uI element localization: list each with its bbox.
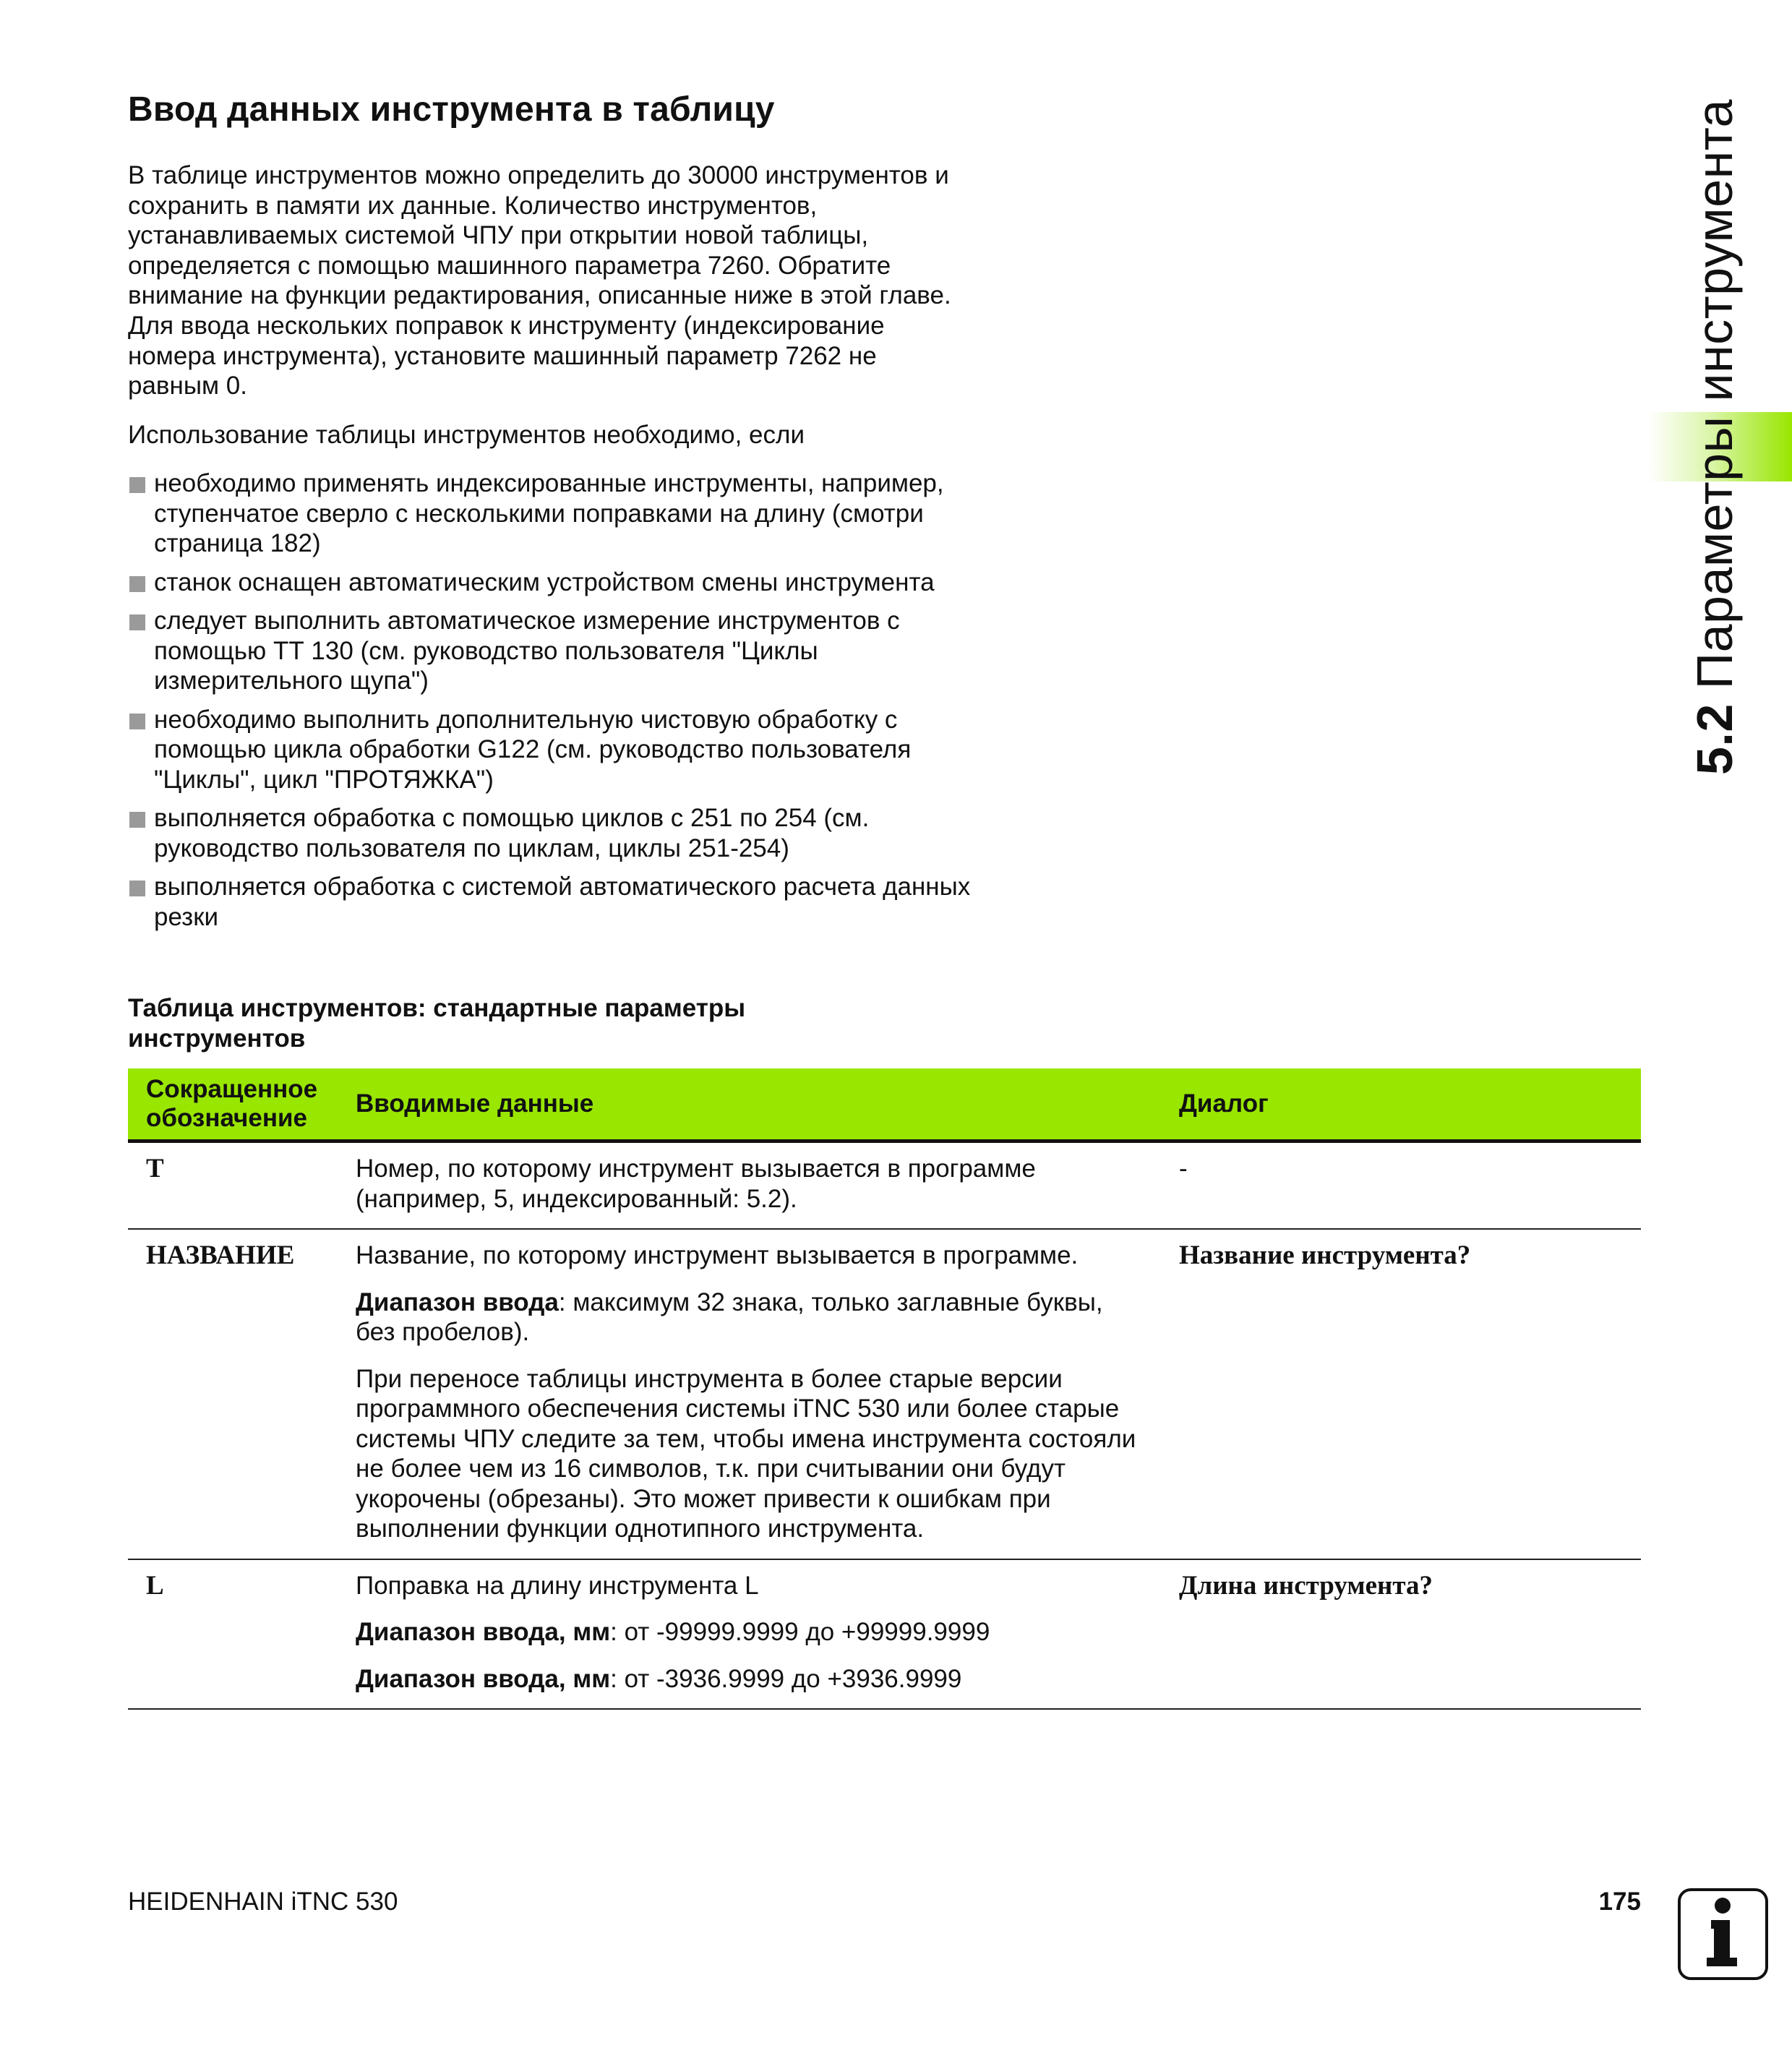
input-cell: [341, 1229, 1156, 1559]
list-item: [128, 606, 974, 696]
lead-paragraph: Использование таблицы инструментов необходимо, если: [128, 421, 805, 449]
abbr-cell: [128, 1229, 341, 1559]
list-item-text: выполняется обработка с помощью циклов с 251 по 254 (см. руководство пользователя по циклам, циклы 251-254): [154, 804, 870, 862]
dialog-value: Длина инструмента?: [1179, 1570, 1433, 1601]
page-number: 175: [1598, 1888, 1641, 1916]
input-description: Номер, по которому инструмент вызывается в программе (например, 5, индексированный: 5.2).: [356, 1154, 1036, 1213]
input-description: Поправка на длину инструмента L: [356, 1571, 759, 1600]
input-range-text: : от -3936.9999 до +3936.9999: [610, 1664, 962, 1693]
list-item-text: необходимо выполнить дополнительную чистовую обработку с помощью цикла обработки G122 (см. руководство пользователя "Циклы", цикл "ПРОТЯЖКА"): [154, 705, 912, 794]
table-caption: Таблица инструментов: стандартные параметры инструментов: [128, 994, 746, 1053]
square-bullet-icon: [129, 881, 145, 896]
abbr-value: T: [146, 1154, 164, 1183]
abbr-value: НАЗВАНИЕ: [146, 1241, 295, 1270]
info-icon: [1678, 1888, 1768, 1980]
input-range-label: Диапазон ввода, мм: [356, 1664, 611, 1693]
input-range-label: Диапазон ввода, мм: [356, 1618, 611, 1646]
dialog-value: -: [1179, 1154, 1188, 1183]
square-bullet-icon: [129, 576, 145, 592]
chapter-number: 5.2: [1686, 703, 1743, 775]
page-title: Ввод данных инструмента в таблицу: [128, 90, 775, 129]
list-item: [128, 872, 974, 932]
table-row: [128, 1559, 1641, 1710]
list-item: [128, 567, 974, 598]
table-row: [128, 1229, 1641, 1559]
input-range-text: : от -99999.9999 до +99999.9999: [610, 1618, 990, 1646]
input-note: При переносе таблицы инструмента в более старые версии программного обеспечения системы iTNC 530 или более старые системы ЧПУ следите за тем, чтобы имена инструмента состояли не более чем из 16 символов, т.к. при считывании они будут укорочены (обрезаны). Это может привести к ошибкам при выполнении функции однотипного инструмента.: [356, 1364, 1136, 1543]
input-range: [356, 1288, 1147, 1348]
header-input: Вводимые данные: [341, 1068, 1156, 1141]
dialog-cell: [1156, 1229, 1641, 1559]
list-item-text: выполняется обработка с системой автоматического расчета данных резки: [154, 873, 971, 931]
list-item: [128, 468, 974, 559]
chapter-title: Параметры инструмента: [1686, 99, 1743, 690]
footer-product: HEIDENHAIN iTNC 530: [128, 1888, 398, 1916]
square-bullet-icon: [129, 714, 145, 729]
list-item-text: необходимо применять индексированные инструменты, например, ступенчатое сверло с несколькими поправками на длину (смотри страница 182): [154, 469, 944, 557]
square-bullet-icon: [129, 477, 145, 493]
input-range-label: Диапазон ввода: [356, 1288, 559, 1316]
abbr-cell: [128, 1141, 341, 1230]
square-bullet-icon: [129, 614, 145, 630]
input-description: Название, по которому инструмент вызывается в программе.: [356, 1241, 1079, 1269]
dialog-cell: [1156, 1141, 1641, 1230]
chapter-side-title: [1686, 99, 1743, 775]
header-abbr: Сокращенное обозначение: [128, 1068, 341, 1141]
header-dialog: Диалог: [1156, 1068, 1641, 1141]
input-range: [356, 1617, 1147, 1648]
table-header-row: [128, 1068, 1641, 1141]
usage-list: [128, 468, 974, 941]
table-row: [128, 1141, 1641, 1230]
intro-paragraph: В таблице инструментов можно определить до 30000 инструментов и сохранить в памяти их данные. Количество инструментов, устанавливаемых системой ЧПУ при открытии новой таблицы, определяется с помощью машинного параметра 7260. Обратите внимание на функции редактирования, описанные ниже в этой главе. Для ввода нескольких поправок к инструменту (индексирование номера инструмента), установите машинный параметр 7262 не равным 0.: [128, 161, 951, 400]
list-item-text: станок оснащен автоматическим устройством смены инструмента: [154, 567, 935, 596]
list-item-text: следует выполнить автоматическое измерение инструментов с помощью ТТ 130 (см. руководство пользователя "Циклы измерительного щупа"): [154, 607, 900, 695]
square-bullet-icon: [129, 812, 145, 828]
tool-params-table: [128, 1068, 1641, 1710]
input-cell: [341, 1141, 1156, 1230]
dialog-value: Название инструмента?: [1179, 1241, 1471, 1270]
input-range-text: : максимум 32 знака, только заглавные буквы, без пробелов).: [356, 1288, 1103, 1346]
dialog-cell: [1156, 1559, 1641, 1710]
list-item: [128, 705, 974, 795]
list-item: [128, 803, 974, 863]
input-cell: [341, 1559, 1156, 1710]
input-range-inch: [356, 1664, 1147, 1694]
abbr-cell: [128, 1559, 341, 1710]
abbr-value: L: [146, 1570, 164, 1601]
